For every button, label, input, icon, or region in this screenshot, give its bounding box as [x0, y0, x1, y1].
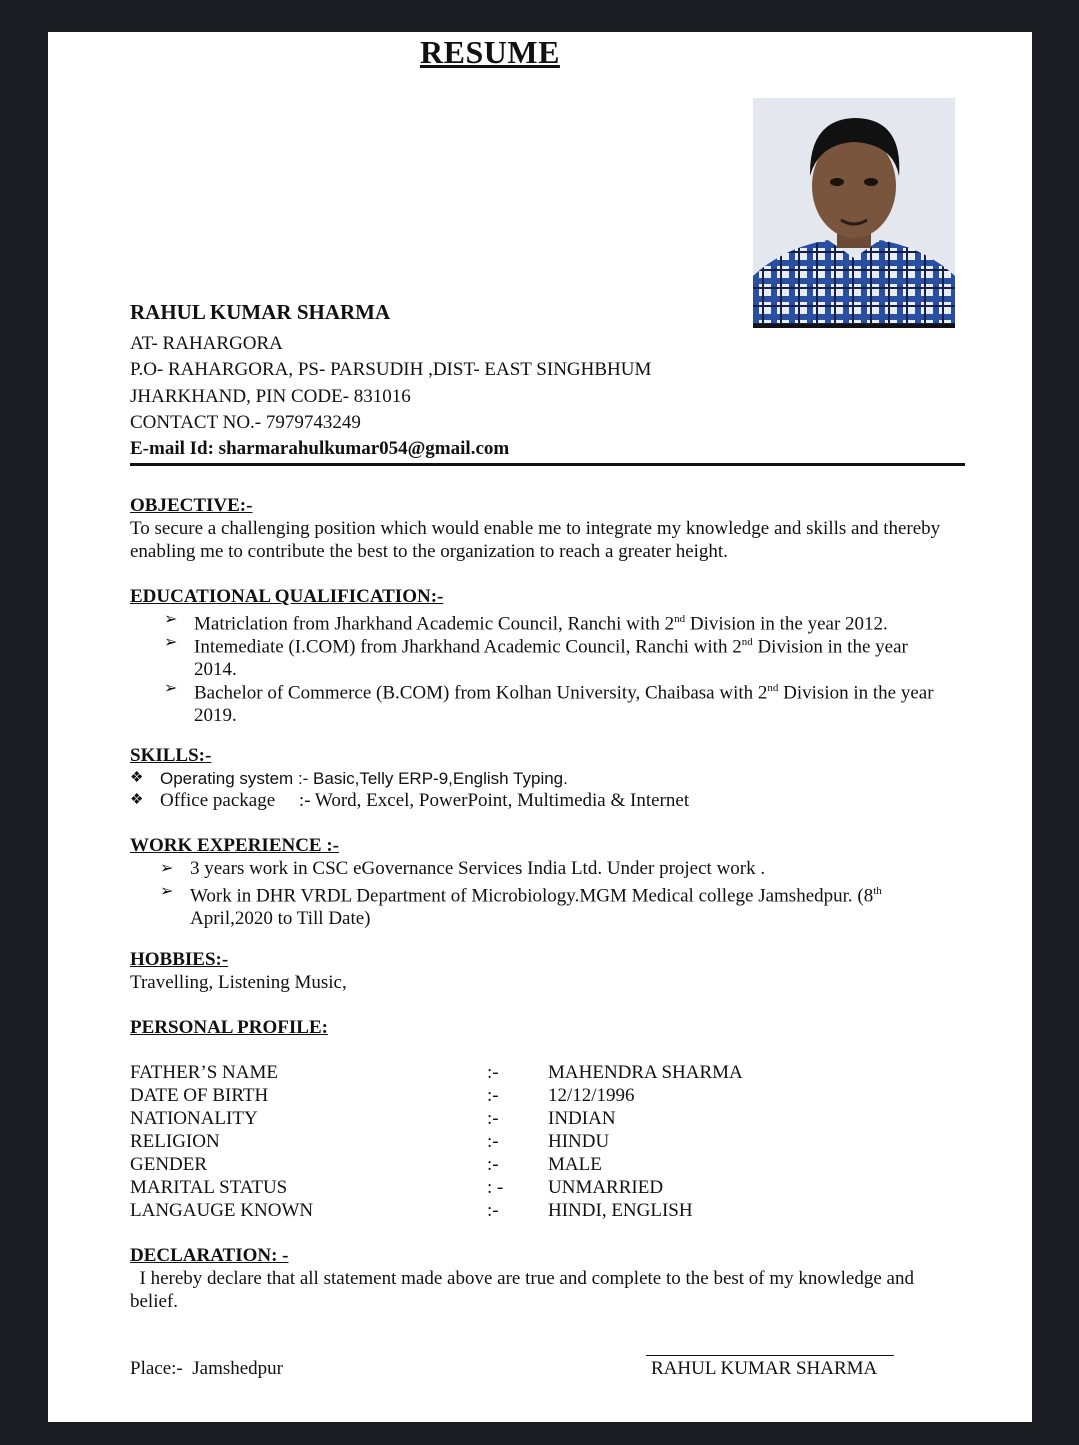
diamond-bullet-icon: ❖: [130, 770, 144, 786]
profile-separator: :-: [487, 1085, 499, 1106]
declaration-text: I hereby declare that all statement made above are true and complete to the best of my knowledge and belief.: [130, 1268, 919, 1312]
profile-separator: :-: [487, 1200, 499, 1221]
arrow-bullet-icon: ➢: [164, 611, 178, 628]
profile-value: HINDU: [548, 1131, 610, 1152]
objective-heading: OBJECTIVE:-: [130, 495, 253, 516]
profile-value: 12/12/1996: [548, 1085, 635, 1106]
skills-heading: SKILLS:-: [130, 745, 212, 766]
contact-number: CONTACT NO.- 7979743249: [130, 412, 361, 433]
profile-separator: :-: [487, 1131, 499, 1152]
profile-value: MAHENDRA SHARMA: [548, 1062, 743, 1083]
profile-label: FATHER’S NAME: [130, 1062, 278, 1083]
diamond-bullet-icon: ❖: [130, 792, 144, 808]
profile-photo: [753, 98, 955, 328]
arrow-bullet-icon: ➢: [160, 860, 174, 877]
education-heading: EDUCATIONAL QUALIFICATION:-: [130, 586, 444, 607]
resume-page: [48, 32, 1032, 1422]
arrow-bullet-icon: ➢: [160, 883, 174, 900]
profile-separator: :-: [487, 1154, 499, 1175]
profile-label: RELIGION: [130, 1131, 220, 1152]
education-item: Matriclation from Jharkhand Academic Council, Ranchi with 2nd Division in the year 2012.: [194, 613, 888, 635]
header-divider: [130, 463, 965, 466]
hobbies-text: Travelling, Listening Music,: [130, 972, 347, 993]
profile-separator: : -: [487, 1177, 504, 1198]
hobbies-heading: HOBBIES:-: [130, 949, 229, 970]
profile-value: UNMARRIED: [548, 1177, 664, 1198]
arrow-bullet-icon: ➢: [164, 680, 178, 697]
personal-profile-heading: PERSONAL PROFILE:: [130, 1017, 328, 1038]
work-item: Work in DHR VRDL Department of Microbiology.MGM Medical college Jamshedpur. (8th April,2020 to Till Date): [190, 885, 882, 930]
skill-item: Operating system :- Basic,Telly ERP-9,English Typing.: [160, 769, 568, 788]
candidate-name: RAHUL KUMAR SHARMA: [130, 300, 391, 324]
resume-title: RESUME: [420, 34, 560, 70]
profile-label: GENDER: [130, 1154, 208, 1175]
address-line-2: P.O- RAHARGORA, PS- PARSUDIH ,DIST- EAST SINGHBHUM: [130, 359, 652, 380]
work-item: 3 years work in CSC eGovernance Services India Ltd. Under project work .: [190, 858, 766, 879]
profile-separator: :-: [487, 1108, 499, 1129]
work-heading: WORK EXPERIENCE :-: [130, 835, 340, 856]
profile-value: INDIAN: [548, 1108, 616, 1129]
place-line: Place:- Jamshedpur: [130, 1358, 284, 1379]
signature-name: RAHUL KUMAR SHARMA: [651, 1358, 878, 1379]
profile-value: MALE: [548, 1154, 602, 1175]
skill-item: Office package :- Word, Excel, PowerPoint, Multimedia & Internet: [160, 790, 690, 811]
address-line-3: JHARKHAND, PIN CODE- 831016: [130, 386, 411, 407]
arrow-bullet-icon: ➢: [164, 634, 178, 651]
objective-text: To secure a challenging position which would enable me to integrate my knowledge and skills and thereby enabling me to contribute the best to the organization to reach a greater height.: [130, 518, 941, 562]
education-item: Bachelor of Commerce (B.COM) from Kolhan University, Chaibasa with 2nd Division in the year 2019.: [194, 682, 934, 727]
signature-line: [646, 1355, 894, 1356]
address-line-1: AT- RAHARGORA: [130, 333, 283, 354]
email-line: E-mail Id: sharmarahulkumar054@gmail.com: [130, 438, 510, 459]
profile-separator: :-: [487, 1062, 499, 1083]
profile-label: MARITAL STATUS: [130, 1177, 288, 1198]
profile-label: NATIONALITY: [130, 1108, 258, 1129]
education-item: Intemediate (I.COM) from Jharkhand Academic Council, Ranchi with 2nd Division in the year 2014.: [194, 636, 908, 681]
profile-label: LANGAUGE KNOWN: [130, 1200, 314, 1221]
declaration-heading: DECLARATION: -: [130, 1245, 289, 1266]
profile-value: HINDI, ENGLISH: [548, 1200, 693, 1221]
profile-label: DATE OF BIRTH: [130, 1085, 269, 1106]
